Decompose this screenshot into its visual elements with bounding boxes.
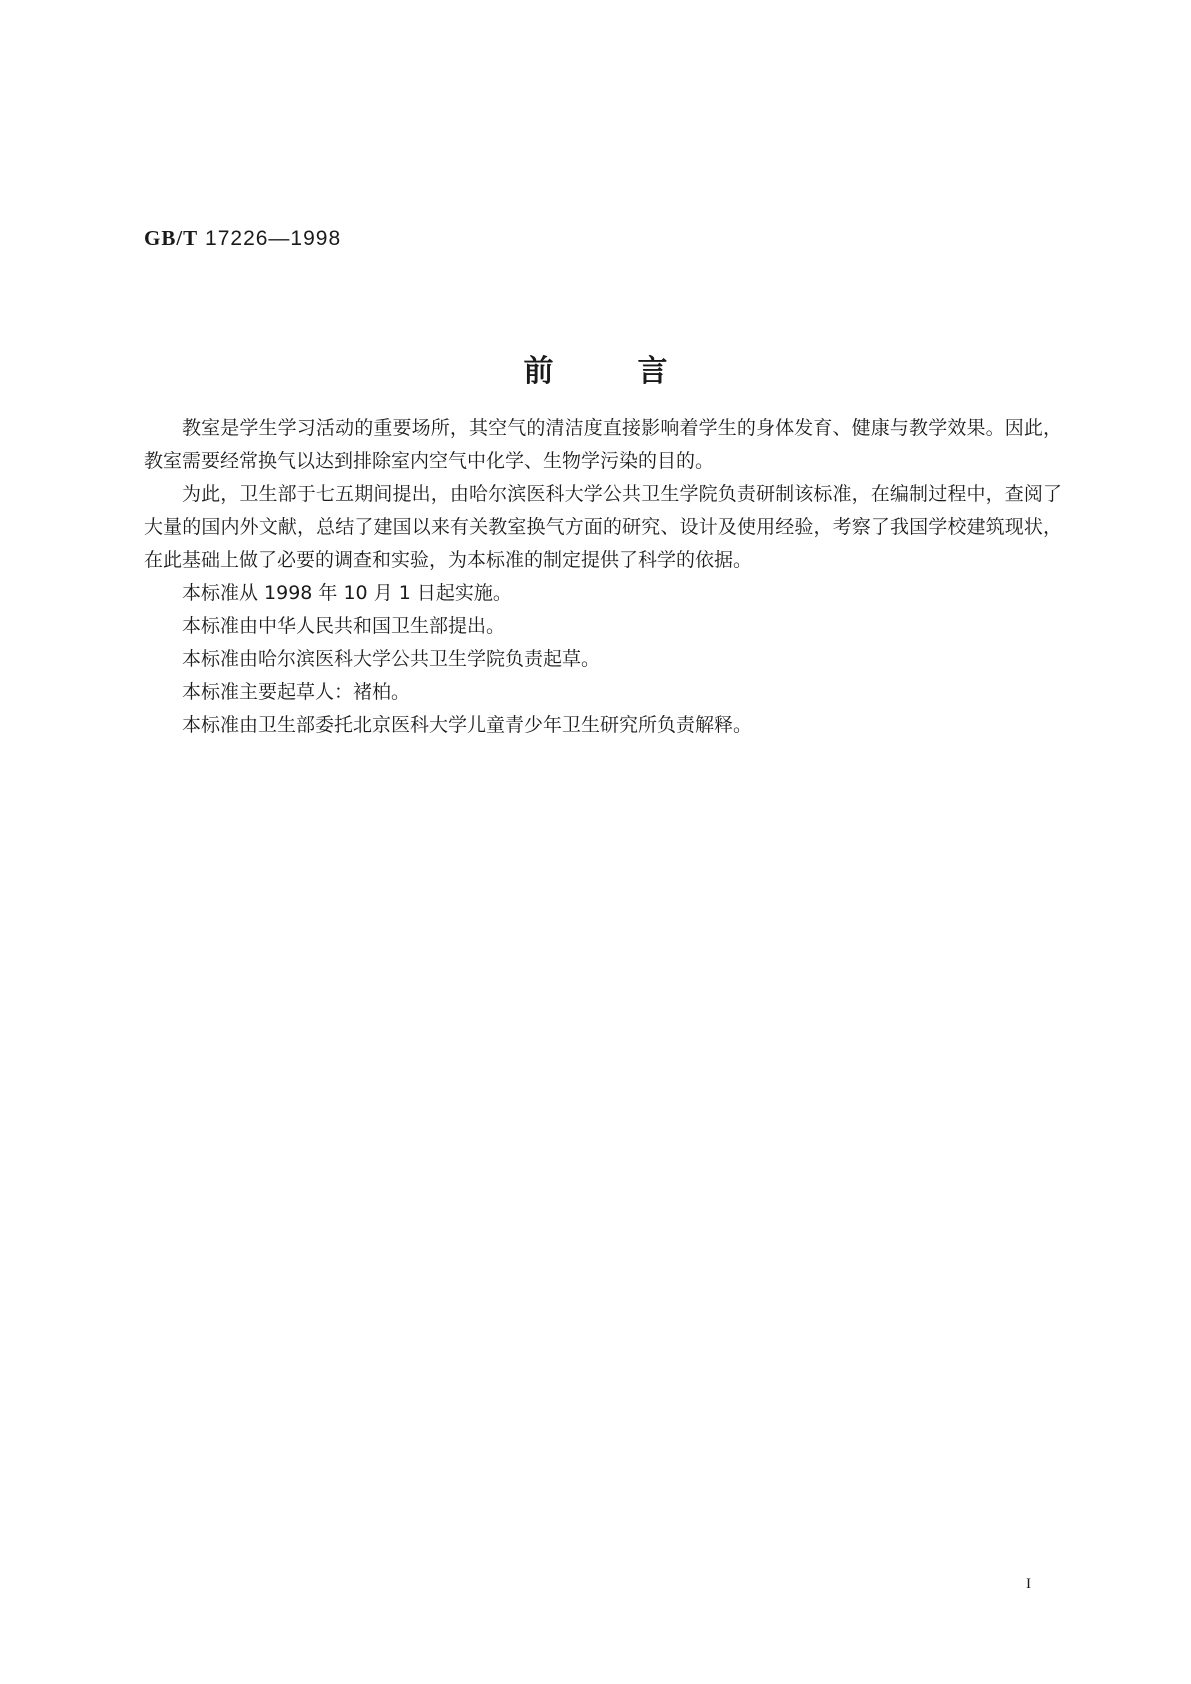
standard-number: 17226—1998 — [205, 227, 342, 250]
standard-code — [144, 226, 341, 251]
paragraph-background: 为此，卫生部于七五期间提出，由哈尔滨医科大学公共卫生学院负责研制该标准，在编制过程中，查阅了大量的国内外文献，总结了建国以来有关教室换气方面的研究、设计及使用经验，考察了我国学校建筑现状，在此基础上做了必要的调查和实验，为本标准的制定提供了科学的依据。 — [144, 483, 1062, 571]
page-number: I — [1026, 1576, 1031, 1592]
paragraph-purpose: 教室是学生学习活动的重要场所，其空气的清洁度直接影响着学生的身体发育、健康与教学效果。因此，教室需要经常换气以达到排除室内空气中化学、生物学污染的目的。 — [144, 417, 1062, 472]
standard-prefix: GB/T — [144, 226, 199, 250]
paragraph-drafting-unit: 本标准由哈尔滨医科大学公共卫生学院负责起草。 — [182, 648, 601, 670]
preface-title-char-1: 前 — [523, 354, 554, 389]
paragraph-drafter: 本标准主要起草人：褚柏。 — [182, 681, 411, 703]
preface-body — [144, 412, 1062, 742]
preface-title — [0, 346, 1191, 390]
paragraph-proposer: 本标准由中华人民共和国卫生部提出。 — [182, 615, 506, 637]
paragraph-interpretation: 本标准由卫生部委托北京医科大学儿童青少年卫生研究所负责解释。 — [182, 714, 753, 736]
preface-title-char-2: 言 — [637, 354, 668, 389]
paragraph-effective-date: 本标准从 1998 年 10 月 1 日起实施。 — [182, 582, 512, 604]
